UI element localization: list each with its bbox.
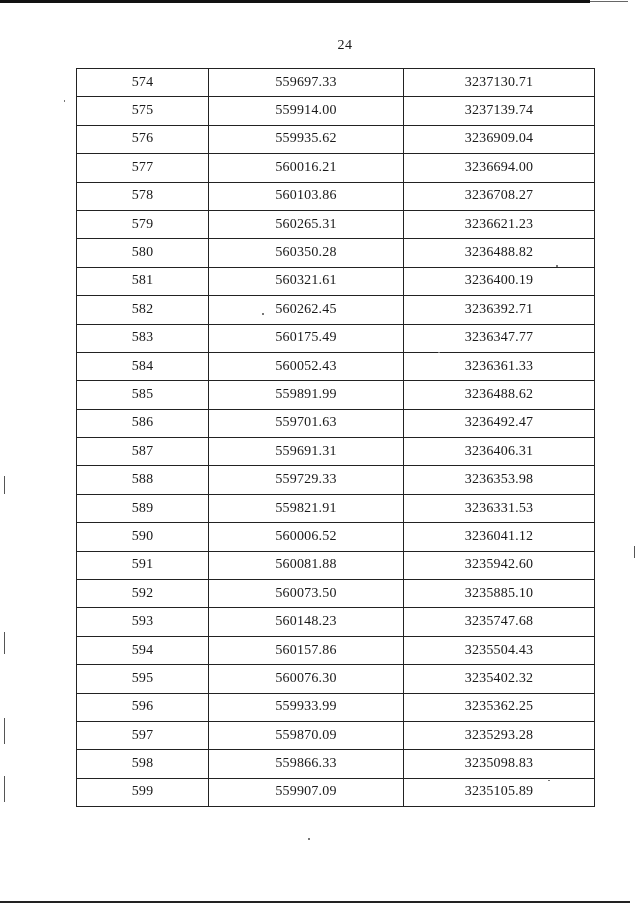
table-row (77, 636, 595, 664)
x-coordinate-cell: 560148.23 (209, 608, 404, 636)
table-row (77, 154, 595, 182)
x-coordinate-cell: 559701.63 (209, 409, 404, 437)
top-border-rule-thin (590, 1, 628, 2)
table-row (77, 665, 595, 693)
x-coordinate-cell: 560076.30 (209, 665, 404, 693)
bottom-border-rule (0, 901, 630, 903)
scan-speck (556, 265, 558, 267)
point-number-cell: 574 (77, 69, 209, 97)
x-coordinate-cell: 559870.09 (209, 721, 404, 749)
table-row (77, 693, 595, 721)
y-coordinate-cell: 3236488.82 (404, 239, 595, 267)
y-coordinate-cell: 3235885.10 (404, 580, 595, 608)
y-coordinate-cell: 3236909.04 (404, 125, 595, 153)
page-number: 24 (337, 38, 353, 53)
point-number-cell: 592 (77, 580, 209, 608)
point-number-cell: 599 (77, 778, 209, 806)
x-coordinate-cell: 559935.62 (209, 125, 404, 153)
top-border-rule (0, 0, 590, 3)
table-row (77, 352, 595, 380)
y-coordinate-cell: 3236353.98 (404, 466, 595, 494)
table-row (77, 182, 595, 210)
x-coordinate-cell: 560265.31 (209, 210, 404, 238)
y-coordinate-cell: 3236347.77 (404, 324, 595, 352)
y-coordinate-cell: 3235942.60 (404, 551, 595, 579)
x-coordinate-cell: 559729.33 (209, 466, 404, 494)
table-row (77, 750, 595, 778)
table-row (77, 466, 595, 494)
table-row (77, 580, 595, 608)
table-row (77, 267, 595, 295)
y-coordinate-cell: 3236361.33 (404, 352, 595, 380)
y-coordinate-cell: 3235293.28 (404, 721, 595, 749)
scan-edge-mark (4, 476, 5, 494)
x-coordinate-cell: 559866.33 (209, 750, 404, 778)
x-coordinate-cell: 560103.86 (209, 182, 404, 210)
x-coordinate-cell: 559933.99 (209, 693, 404, 721)
scan-edge-mark (4, 632, 5, 654)
point-number-cell: 595 (77, 665, 209, 693)
x-coordinate-cell: 559821.91 (209, 494, 404, 522)
y-coordinate-cell: 3236694.00 (404, 154, 595, 182)
table-row (77, 523, 595, 551)
y-coordinate-cell: 3235504.43 (404, 636, 595, 664)
point-number-cell: 598 (77, 750, 209, 778)
point-number-cell: 593 (77, 608, 209, 636)
point-number-cell: 580 (77, 239, 209, 267)
y-coordinate-cell: 3235105.89 (404, 778, 595, 806)
y-coordinate-cell: 3235362.25 (404, 693, 595, 721)
table-row (77, 551, 595, 579)
table-row (77, 438, 595, 466)
point-number-cell: 597 (77, 721, 209, 749)
scan-speck (262, 313, 264, 315)
point-number-cell: 586 (77, 409, 209, 437)
coordinate-table (76, 68, 595, 807)
table-row (77, 608, 595, 636)
x-coordinate-cell: 560175.49 (209, 324, 404, 352)
x-coordinate-cell: 560321.61 (209, 267, 404, 295)
table-row (77, 210, 595, 238)
x-coordinate-cell: 559691.31 (209, 438, 404, 466)
table-row (77, 239, 595, 267)
x-coordinate-cell: 559907.09 (209, 778, 404, 806)
x-coordinate-cell: 560350.28 (209, 239, 404, 267)
table-row (77, 409, 595, 437)
scan-speck (308, 838, 310, 840)
table-row (77, 324, 595, 352)
point-number-cell: 578 (77, 182, 209, 210)
point-number-cell: 596 (77, 693, 209, 721)
y-coordinate-cell: 3236392.71 (404, 296, 595, 324)
y-coordinate-cell: 3236041.12 (404, 523, 595, 551)
y-coordinate-cell: 3237139.74 (404, 97, 595, 125)
scan-speck (438, 352, 440, 353)
point-number-cell: 591 (77, 551, 209, 579)
table-row (77, 721, 595, 749)
table-row (77, 125, 595, 153)
point-number-cell: 585 (77, 381, 209, 409)
point-number-cell: 582 (77, 296, 209, 324)
x-coordinate-cell: 560052.43 (209, 352, 404, 380)
point-number-cell: 579 (77, 210, 209, 238)
y-coordinate-cell: 3236488.62 (404, 381, 595, 409)
point-number-cell: 575 (77, 97, 209, 125)
y-coordinate-cell: 3236708.27 (404, 182, 595, 210)
table-row (77, 97, 595, 125)
scan-speck (64, 100, 65, 102)
table-row (77, 494, 595, 522)
y-coordinate-cell: 3235098.83 (404, 750, 595, 778)
x-coordinate-cell: 560262.45 (209, 296, 404, 324)
y-coordinate-cell: 3236400.19 (404, 267, 595, 295)
x-coordinate-cell: 560016.21 (209, 154, 404, 182)
y-coordinate-cell: 3236492.47 (404, 409, 595, 437)
y-coordinate-cell: 3236406.31 (404, 438, 595, 466)
x-coordinate-cell: 560157.86 (209, 636, 404, 664)
table-row (77, 381, 595, 409)
x-coordinate-cell: 560081.88 (209, 551, 404, 579)
y-coordinate-cell: 3235402.32 (404, 665, 595, 693)
x-coordinate-cell: 559697.33 (209, 69, 404, 97)
x-coordinate-cell: 560006.52 (209, 523, 404, 551)
scan-edge-mark (4, 776, 5, 802)
y-coordinate-cell: 3236331.53 (404, 494, 595, 522)
y-coordinate-cell: 3237130.71 (404, 69, 595, 97)
coordinate-table-body (77, 69, 595, 807)
y-coordinate-cell: 3236621.23 (404, 210, 595, 238)
scan-edge-mark (4, 718, 5, 744)
point-number-cell: 587 (77, 438, 209, 466)
point-number-cell: 589 (77, 494, 209, 522)
point-number-cell: 594 (77, 636, 209, 664)
table-row (77, 296, 595, 324)
scan-speck (548, 780, 550, 781)
point-number-cell: 588 (77, 466, 209, 494)
point-number-cell: 576 (77, 125, 209, 153)
point-number-cell: 590 (77, 523, 209, 551)
x-coordinate-cell: 559914.00 (209, 97, 404, 125)
point-number-cell: 581 (77, 267, 209, 295)
y-coordinate-cell: 3235747.68 (404, 608, 595, 636)
point-number-cell: 583 (77, 324, 209, 352)
scan-edge-mark (634, 546, 635, 558)
table-row (77, 778, 595, 806)
point-number-cell: 577 (77, 154, 209, 182)
x-coordinate-cell: 559891.99 (209, 381, 404, 409)
x-coordinate-cell: 560073.50 (209, 580, 404, 608)
point-number-cell: 584 (77, 352, 209, 380)
table-row (77, 69, 595, 97)
